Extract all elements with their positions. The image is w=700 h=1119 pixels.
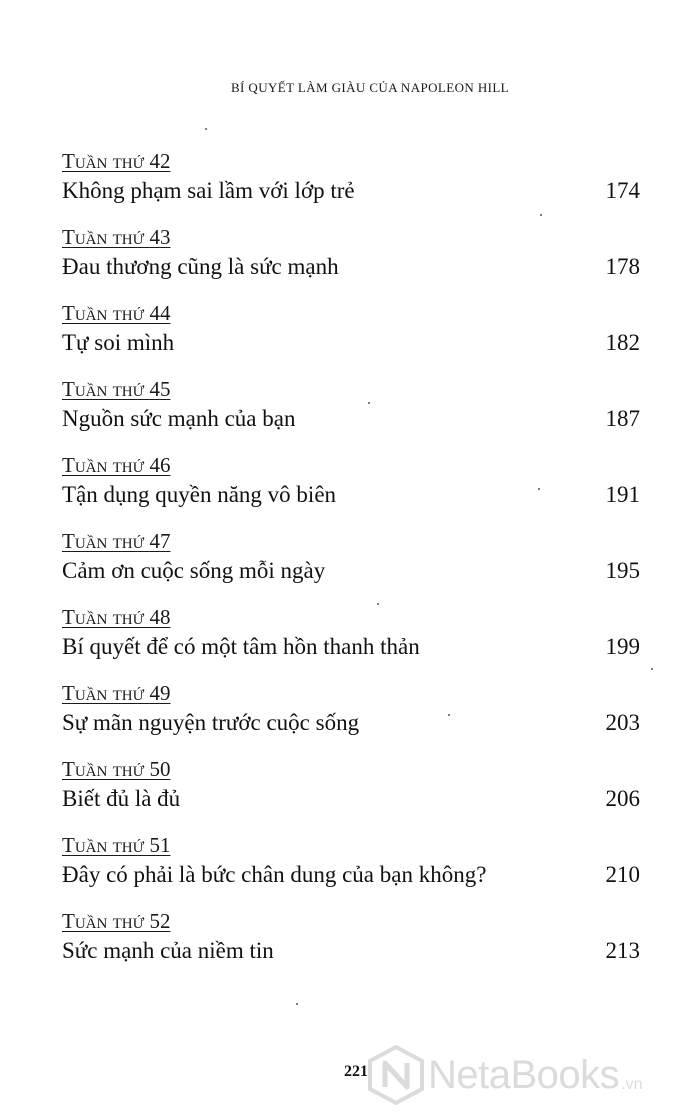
scan-speck (377, 603, 379, 605)
toc-entry[interactable] (62, 376, 640, 452)
chapter-title: Tự soi mình (62, 330, 175, 355)
chapter-title: Nguồn sức mạnh của bạn (62, 406, 296, 431)
chapter-title: Sự mãn nguyện trước cuộc sống (62, 710, 360, 735)
toc-entry[interactable] (62, 680, 640, 756)
scan-speck (538, 488, 540, 490)
page-number: 206 (605, 786, 640, 811)
chapter-title: Đây có phải là bức chân dung của bạn không? (62, 862, 487, 887)
scan-speck (540, 214, 542, 216)
week-label: Tuần thứ 48 (62, 605, 171, 629)
toc-entry[interactable] (62, 224, 640, 300)
scan-speck (296, 1003, 298, 1005)
chapter-title: Sức mạnh của niềm tin (62, 938, 274, 963)
scan-speck (651, 668, 653, 670)
week-label: Tuần thứ 46 (62, 453, 171, 477)
chapter-title: Không phạm sai lầm với lớp trẻ (62, 178, 355, 203)
table-of-contents (62, 148, 640, 984)
page-number: 210 (605, 862, 640, 887)
page-number: 213 (605, 938, 640, 963)
week-label: Tuần thứ 43 (62, 225, 171, 249)
watermark (368, 1040, 688, 1110)
running-header: BÍ QUYẾT LÀM GIÀU CỦA NAPOLEON HILL (230, 80, 510, 95)
page-number: 203 (605, 710, 640, 735)
toc-entry[interactable] (62, 832, 640, 908)
chapter-title: Tận dụng quyền năng vô biên (62, 482, 337, 507)
page-number: 178 (605, 254, 640, 279)
chapter-title: Bí quyết để có một tâm hồn thanh thản (62, 634, 420, 659)
toc-entry[interactable] (62, 908, 640, 984)
week-label: Tuần thứ 49 (62, 681, 171, 705)
toc-entry[interactable] (62, 756, 640, 832)
page-number: 174 (605, 178, 640, 203)
chapter-title: Biết đủ là đủ (62, 786, 181, 811)
toc-entry[interactable] (62, 300, 640, 376)
netabooks-logo-icon (368, 1045, 424, 1105)
watermark-brand: NetaBooks (428, 1052, 620, 1097)
week-label: Tuần thứ 42 (62, 149, 171, 173)
toc-entry[interactable] (62, 528, 640, 604)
toc-entry[interactable] (62, 604, 640, 680)
week-label: Tuần thứ 52 (62, 909, 171, 933)
chapter-title: Cảm ơn cuộc sống mỗi ngày (62, 558, 326, 583)
page-number: 182 (605, 330, 640, 355)
page-number: 199 (605, 634, 640, 659)
watermark-tld: .vn (621, 1076, 643, 1093)
week-label: Tuần thứ 47 (62, 529, 171, 553)
week-label: Tuần thứ 50 (62, 757, 171, 781)
week-label: Tuần thứ 45 (62, 377, 171, 401)
toc-entry[interactable] (62, 452, 640, 528)
folio-page-number: 221 (344, 1063, 368, 1080)
week-label: Tuần thứ 51 (62, 833, 171, 857)
scan-speck (205, 128, 207, 130)
week-label: Tuần thứ 44 (62, 301, 171, 325)
page-number: 191 (605, 482, 640, 507)
toc-entry[interactable] (62, 148, 640, 224)
scan-speck (448, 714, 450, 716)
scan-speck (368, 402, 370, 404)
page-number: 187 (605, 406, 640, 431)
chapter-title: Đau thương cũng là sức mạnh (62, 254, 339, 279)
page-number: 195 (605, 558, 640, 583)
